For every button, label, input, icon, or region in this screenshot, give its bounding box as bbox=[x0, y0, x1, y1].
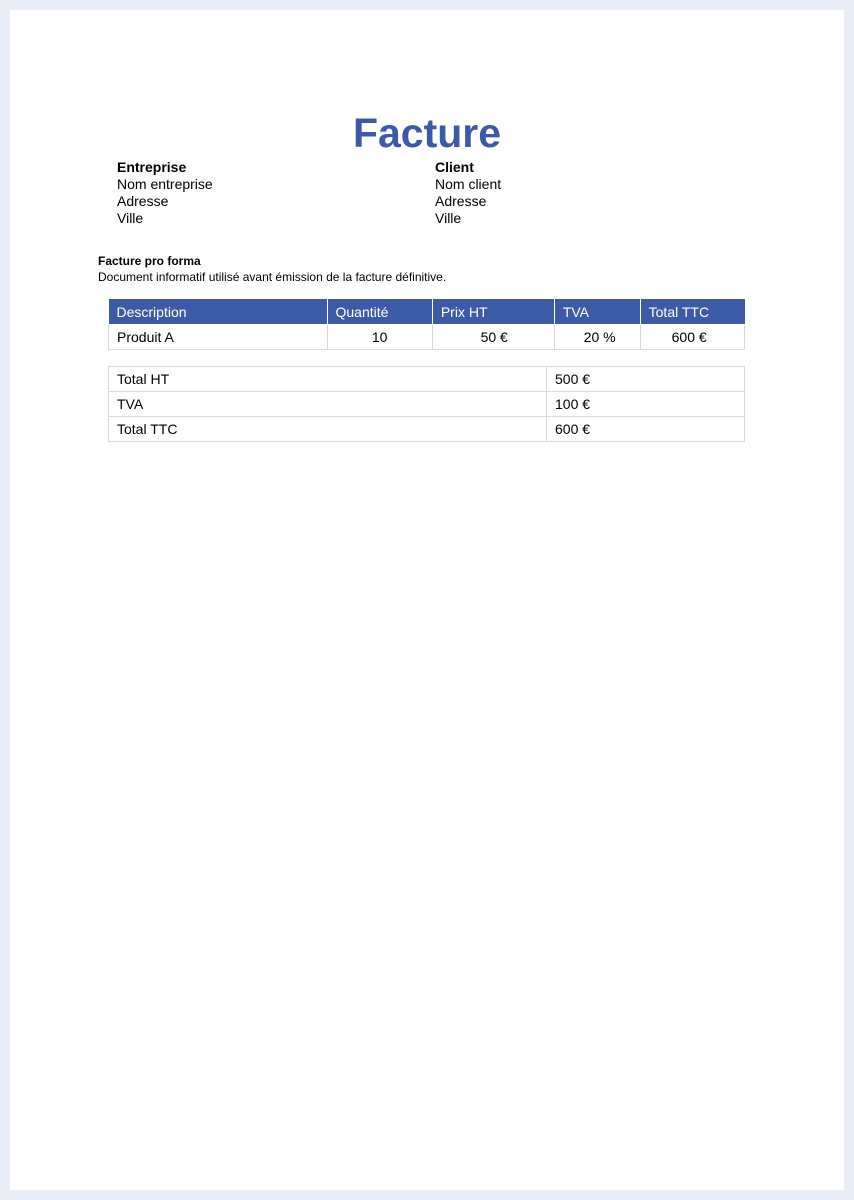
cell-vat: 20 % bbox=[554, 325, 640, 350]
header-vat: TVA bbox=[554, 299, 640, 325]
header-description: Description bbox=[109, 299, 328, 325]
company-city: Ville bbox=[117, 210, 144, 226]
totals-row bbox=[109, 367, 745, 392]
client-city: Ville bbox=[435, 210, 462, 226]
cell-description: Produit A bbox=[109, 325, 328, 350]
cell-total: 600 € bbox=[640, 325, 744, 350]
header-total: Total TTC bbox=[640, 299, 744, 325]
header-quantity: Quantité bbox=[327, 299, 432, 325]
company-name: Nom entreprise bbox=[117, 176, 213, 192]
items-table bbox=[108, 299, 745, 350]
invoice-title: Facture bbox=[352, 110, 502, 156]
table-row bbox=[109, 325, 745, 350]
proforma-heading: Facture pro forma bbox=[98, 254, 201, 268]
company-address: Adresse bbox=[117, 193, 169, 209]
totals-value: 500 € bbox=[547, 367, 745, 392]
totals-row bbox=[109, 392, 745, 417]
client-name: Nom client bbox=[435, 176, 502, 192]
header-price: Prix HT bbox=[432, 299, 554, 325]
client-heading: Client bbox=[435, 159, 474, 175]
company-block bbox=[117, 159, 213, 227]
totals-value: 100 € bbox=[547, 392, 745, 417]
proforma-note bbox=[98, 253, 446, 285]
totals-label: Total TTC bbox=[109, 417, 547, 442]
client-address: Adresse bbox=[435, 193, 487, 209]
client-block bbox=[435, 159, 501, 227]
cell-price: 50 € bbox=[432, 325, 554, 350]
totals-table bbox=[108, 366, 745, 442]
totals-value: 600 € bbox=[547, 417, 745, 442]
items-header-row bbox=[109, 299, 745, 325]
totals-row bbox=[109, 417, 745, 442]
totals-label: Total HT bbox=[109, 367, 547, 392]
proforma-text: Document informatif utilisé avant émission de la facture définitive. bbox=[98, 270, 447, 284]
totals-label: TVA bbox=[109, 392, 547, 417]
company-heading: Entreprise bbox=[117, 159, 187, 175]
invoice-page bbox=[10, 10, 844, 1190]
cell-quantity: 10 bbox=[327, 325, 432, 350]
